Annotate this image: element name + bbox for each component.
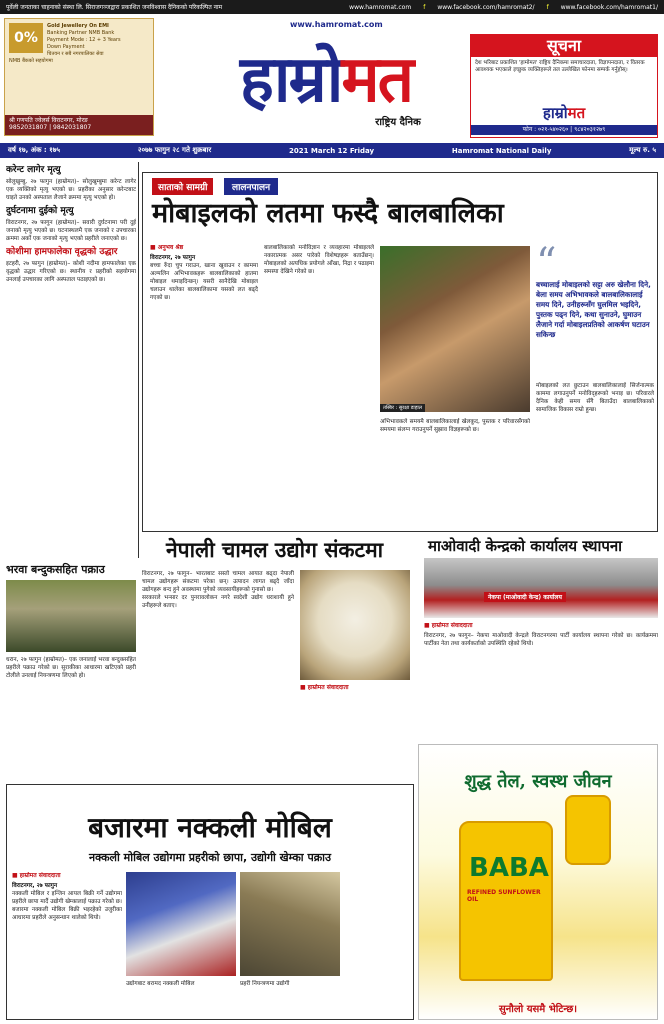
feature-pull-quote (536, 240, 654, 376)
top-bar (0, 0, 664, 14)
jewellery-logo-icon: 0% (9, 23, 43, 53)
feature-body: बालबालिकाको मनोविज्ञान र व्यवहारमा मोबाइलले नकारात्मक असर पारेको विशेषज्ञहरू बताउँछन्। मोबाइलको अत्यधिक प्रयोगले आँखा, निद्रा र पढाइमा समस्या देखिने गरेको छ। (264, 245, 374, 275)
news-headline[interactable]: करेन्ट लागेर मृत्यु (6, 165, 61, 175)
oil-bottle-icon (565, 795, 611, 865)
feature-column-3 (380, 418, 530, 526)
gun-arrest-headline[interactable]: भरवा बन्दुकसहित पक्राउ (6, 563, 105, 576)
newspaper-nameplate (176, 44, 476, 116)
ad-shop-banner (5, 115, 153, 135)
left-news-column (6, 162, 136, 560)
facebook-icon: f (546, 3, 549, 11)
oil-pack-icon (459, 821, 553, 981)
rice-photo (300, 570, 410, 680)
rice-body: विराटनगर, २७ फागुन– भारतबाट सस्तो चामल आयात बढ्दा नेपाली चामल उद्योगहरू संकटमा परेका छन्। उत्पादन लागत बढ्दै जाँदा उद्योगहरू बन्द हुने अवस्थामा पुगेको व्यवसायीहरूको गुनासो छ। सरकारले भन्सार दर पुनरावलोकन नगरे स्वदेशी उद्योग धराशायी हुने उनीहरूले बताए। (142, 571, 294, 609)
photo-caption: तस्बिर : सुरक्षा डाहाल (380, 404, 425, 412)
news-body: विराटनगर, २७ फागुन (हाम्रोमत)– सवारी दुर्घटनामा परी दुई जनाको मृत्यु भएको छ। घटनास्थलमै एक जनाको र उपचारका क्रममा अर्को एक जनाको मृत्यु भएको प्रहरीले जनाएको छ। (6, 220, 136, 242)
ad-brand: Gold Jewellery On EMI (47, 23, 109, 29)
news-body: सोलुखुम्बु, २७ फागुन (हाम्रोमत)– सोलुखुम्बुमा करेन्ट लागेर एक व्यक्तिको मृत्यु भएको छ। प्रहरीका अनुसार करेन्टबाट घाइते उनको अस्पताल लैजाने क्रममा मृत्यु भएको हो। (6, 179, 136, 201)
fake-mobil-headline[interactable]: बजारमा नक्कली मोबिल (88, 811, 332, 844)
masthead-website[interactable]: www.hamromat.com (290, 20, 383, 29)
top-website-link[interactable]: www.hamromat.com (349, 3, 412, 11)
industrialist-photo (240, 872, 340, 976)
notice-phone: फोन : ०२१-५४०२६० | ९८४२०३१२७९ (471, 125, 657, 135)
ad-line: Down Payment (47, 44, 85, 50)
notice-title: सूचना (471, 35, 657, 57)
jewellery-ad[interactable] (4, 18, 154, 136)
price: मूल्य रु. ५ (629, 146, 656, 154)
maoist-body: ■ हाम्रोमत संवाददाता विराटनगर, २७ फागुन– नेकपा माओवादी केन्द्रले विराटनगरमा पार्टी कार्यालय स्थापना गरेको छ। कार्यक्रममा पार्टीका नेता तथा कार्यकर्ताको उपस्थिति रहेको थियो। (424, 622, 658, 647)
ad-line: Payment Mode : 12 + 3 Years (47, 37, 121, 43)
top-bar-text: पूर्वेली जनताका चाहनाको संस्था लि. सिराजगञ्जद्वारा प्रकाशित जनविश्वास दैनिकको परिकल्पित नाम (6, 4, 223, 11)
ad-footer: सुनौलो यसमै भेटिन्छ। (498, 1004, 578, 1015)
feature-dateline: विराटनगर, २७ फागुन (150, 255, 196, 261)
ad-line: NMB बैंकको सहयोगमा (9, 58, 53, 64)
column-divider (138, 162, 139, 558)
feature-body: बच्चा रुँदा चुप गराउन, खाना खुवाउन र काममा अल्मलिन अभिभावकहरू बालबालिकाको हातमा मोबाइल थमाइदिन्छन्। यसरी सानैदेखि मोबाइल चलाउन थालेका बालबालिकामा यसको लत बढ्दै गएको छ। (150, 263, 258, 301)
quote-text: बच्चालाई मोबाइलको सट्टा अरु खेलौना दिने, बेला समय अभिभावकले बालबालिकालाई समय दिने, उनीहरूसँग घुलमिल भइदिने, पुस्तक पढ्न दिने, कथा सुनाउने, घुमाउन लैजाने गर्दा मोबाइलप्रतिको आकर्षण घटाउन सकिन्छ (536, 280, 651, 339)
feature-column-1 (150, 244, 258, 526)
photo-caption: प्रहरी नियन्त्रणमा उद्योगी (240, 981, 290, 987)
paper-name: Hamromat National Daily (451, 146, 552, 155)
facebook-icon: f (423, 3, 426, 11)
quote-mark-icon: “ (536, 240, 557, 286)
baba-oil-ad[interactable] (418, 744, 658, 1020)
english-date: 2021 March 12 Friday (289, 146, 375, 155)
feature-body: अभिभावकले समयमै बालबालिकालाई खेलकुद, पुस्तक र परिवारसँगको समयमा संलग्न गराउनुपर्ने सुझाव विज्ञहरूको छ। (380, 419, 530, 433)
office-banner: नेकपा (माओवादी केन्द्र) कार्यालय (484, 592, 566, 602)
oil-product: REFINED SUNFLOWER OIL (467, 889, 541, 903)
feature-body: मोबाइलको लत छुटाउन बालबालिकालाई सिर्जनात्मक काममा लगाउनुपर्ने मनोविद्हरूको भनाइ छ। परिवारले दैनिक केही समय सँगै बिताउँदा बालबालिकाको सामाजिक विकास राम्रो हुन्छ। (536, 383, 654, 413)
oil-brand: BABA (469, 853, 549, 883)
news-headline[interactable]: कोशीमा हामफालेका वृद्धको उद्धार (6, 247, 118, 257)
news-body: इटहरी, २७ फागुन (हाम्रोमत)– कोशी नदीमा हामफालेका एक वृद्धको उद्धार गरिएको छ। स्थानीय र प्रहरीको सहयोगमा उनलाई उपचारका लागि अस्पताल पठाइएको छ। (6, 261, 136, 283)
ad-line: चितवन र सबै नगरपालिका सेवा (47, 51, 104, 57)
nameplate-part1: हाम्रो (239, 42, 342, 117)
fake-mobil-subhead: नक्कली मोबिल उद्योगमा प्रहरीको छापा, उद्योगी खेम्का पक्राउ (88, 851, 332, 864)
feature-kicker-topic: लालनपालन (224, 178, 278, 195)
ad-line: Banking Partner NMB Bank (47, 30, 115, 36)
ad-shop-name: श्री गणपति ज्वेलर्स (9, 117, 50, 124)
gun-arrest-photo (6, 580, 136, 652)
issue-number: वर्ष १७, अंक : १७५ (8, 146, 61, 154)
nameplate-part2: मत (341, 42, 413, 117)
fake-mobil-body: ■ हाम्रोमत संवाददाता विराटनगर, २७ फागुन नक्कली मोबिल र इन्जिन आयल बिक्री गर्ने उद्योगमा प्रहरीले छापा मार्दै उद्योगी खेम्कालाई पक्राउ गरेको छ। बजारमा नक्कली मोबिल बिक्री भइरहेको उजुरीका आधारमा प्रहरीले अनुसन्धान थालेको थियो। (12, 872, 122, 921)
ad-phone: 9852031807 | 9842031807 (9, 124, 92, 131)
photo-caption: उद्योगबाट बरामद नक्कली मोबिल (126, 981, 195, 987)
notice-brand-logo: हाम्रोमत (542, 104, 586, 122)
news-headline[interactable]: दुर्घटनामा दुईको मृत्यु (6, 206, 74, 216)
children-phone-photo (380, 246, 530, 412)
nepali-date: २०७७ फागुन २८ गते शुक्रबार (137, 146, 212, 154)
gun-arrest-body: धरान, २७ फागुन (हाम्रोमत)– एक जनालाई भरवा बन्दुकसहित प्रहरीले पक्राउ गरेको छ। सुराकीका आधारमा खटिएको प्रहरी टोलीले उनलाई नियन्त्रणमा लिएको हो। (6, 657, 136, 679)
ad-address: विराटनगर, मोरङ (51, 117, 88, 124)
facebook-link-2[interactable]: www.facebook.com/hamromat1/ (560, 3, 658, 11)
mobil-drums-photo (126, 872, 236, 976)
maoist-office-headline[interactable]: माओवादी केन्द्रको कार्यालय स्थापना (428, 537, 623, 555)
notice-box (470, 34, 658, 138)
facebook-link-1[interactable]: www.facebook.com/hamromat2/ (437, 3, 535, 11)
maoist-office-photo (424, 558, 658, 618)
dateline-bar (0, 143, 664, 158)
rice-body-cont: ■ हाम्रोमत संवाददाता (300, 684, 349, 691)
notice-body: देश भरिबाट प्रकाशित 'हामोमत' राष्ट्रिय दैनिकमा समाचारदाता, विज्ञापनदाता, र वितरक आवश्यक भएकाले इच्छुक व्यक्तिहरूले तल उल्लेखित फोनमा सम्पर्क गर्नुहोस्। (475, 60, 645, 73)
ad-slogan: शुद्ध तेल, स्वस्थ जीवन (464, 771, 612, 792)
feature-kicker: साताको सामग्री (152, 178, 213, 195)
rice-industry-headline[interactable]: नेपाली चामल उद्योग संकटमा (166, 537, 384, 562)
feature-column-2 (264, 244, 374, 526)
feature-headline[interactable]: मोबाइलको लतमा फस्दै बालबालिका (152, 198, 504, 229)
feature-byline: ■ अनुभव श्रेष्ठ (150, 244, 184, 251)
nameplate-tagline: राष्ट्रिय दैनिक (375, 117, 421, 128)
feature-column-4 (536, 382, 654, 526)
